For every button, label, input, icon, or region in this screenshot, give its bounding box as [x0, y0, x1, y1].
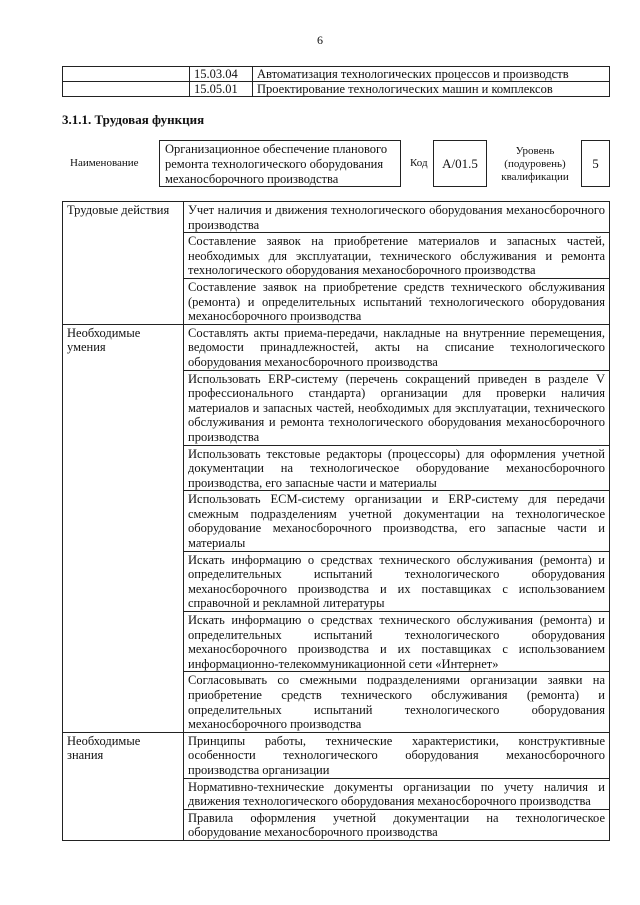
list-item: Нормативно-технические документы организации по учету наличия и движения технологического оборудования механосборочного производства [184, 778, 610, 809]
list-item: Использовать ECM-систему организации и ERP-систему для передачи смежным подразделениям учетной документации на технологическое оборудование механосборочного производства, его запасные части и материалы [184, 491, 610, 551]
list-item: Составлять акты приема-передачи, накладные на внутренние перемещения, ведомости принадлежностей, акты на списание технологического оборудования механосборочного производства [184, 324, 610, 370]
list-item: Составление заявок на приобретение средств технического обслуживания (ремонта) и определительных испытаний технологического оборудования механосборочного производства [184, 278, 610, 324]
list-item: Согласовывать со смежными подразделениями организации заявки на приобретение средств технического обслуживания (ремонта) и определительных испытаний технологического оборудования механосборочного производства [184, 672, 610, 732]
blank-cell [63, 67, 190, 82]
blank-cell [63, 82, 190, 97]
education-codes-table [62, 66, 610, 97]
list-item: Составление заявок на приобретение материалов и запасных частей, необходимых для эксплуатации, технического обслуживания и ремонта технологического оборудования механосборочного производства [184, 233, 610, 279]
table-row [63, 324, 610, 370]
list-item: Учет наличия и движения технологического оборудования механосборочного производства [184, 202, 610, 233]
group-title: Необходимые умения [63, 324, 184, 732]
code-value-box: A/01.5 [433, 140, 487, 187]
group-title: Трудовые действия [63, 202, 184, 325]
labor-actions-group [63, 202, 610, 325]
level-value-box: 5 [581, 140, 610, 187]
list-item: Принципы работы, технические характеристики, конструктивные особенности технологического оборудования механосборочного производства организации [184, 732, 610, 778]
required-knowledge-group [63, 732, 610, 840]
code-cell: 15.03.04 [190, 67, 253, 82]
function-name-box: Организационное обеспечение планового ремонта технологического оборудования механосборочного производства [159, 140, 401, 187]
code-cell: 15.05.01 [190, 82, 253, 97]
code-name-cell: Автоматизация технологических процессов и производств [253, 67, 610, 82]
table-row [63, 732, 610, 778]
required-skills-group [63, 324, 610, 732]
level-label: Уровень (подуровень) квалификации [501, 145, 569, 183]
labor-function-table [62, 201, 610, 841]
table-row [63, 82, 610, 97]
list-item: Искать информацию о средствах технического обслуживания (ремонта) и определительных испытаний технологического оборудования механосборочного производства и их поставщиках с использованием информационно-телекоммуникационной сети «Интернет» [184, 612, 610, 672]
section-title: 3.1.1. Трудовая функция [62, 112, 205, 127]
code-label: Код [410, 157, 428, 169]
group-title: Необходимые знания [63, 732, 184, 840]
list-item: Искать информацию о средствах технического обслуживания (ремонта) и определительных испытаний технологического оборудования механосборочного производства и их поставщиках с использованием справочной и рекламной литературы [184, 551, 610, 611]
list-item: Правила оформления учетной документации на технологическое оборудование механосборочного производства [184, 809, 610, 840]
list-item: Использовать текстовые редакторы (процессоры) для оформления учетной документации на технологическое оборудование механосборочного производства, его запасные части и материалы [184, 445, 610, 491]
page-number: 6 [317, 33, 323, 47]
code-name-cell: Проектирование технологических машин и комплексов [253, 82, 610, 97]
table-row [63, 202, 610, 233]
list-item: Использовать ERP-систему (перечень сокращений приведен в разделе V профессионального стандарта) организации для проверки наличия материалов и запасных частей, необходимых для эксплуатации, технического обслуживания и ремонта технологического оборудования механосборочного производства [184, 370, 610, 445]
table-row [63, 67, 610, 82]
name-label: Наименование [70, 157, 139, 169]
